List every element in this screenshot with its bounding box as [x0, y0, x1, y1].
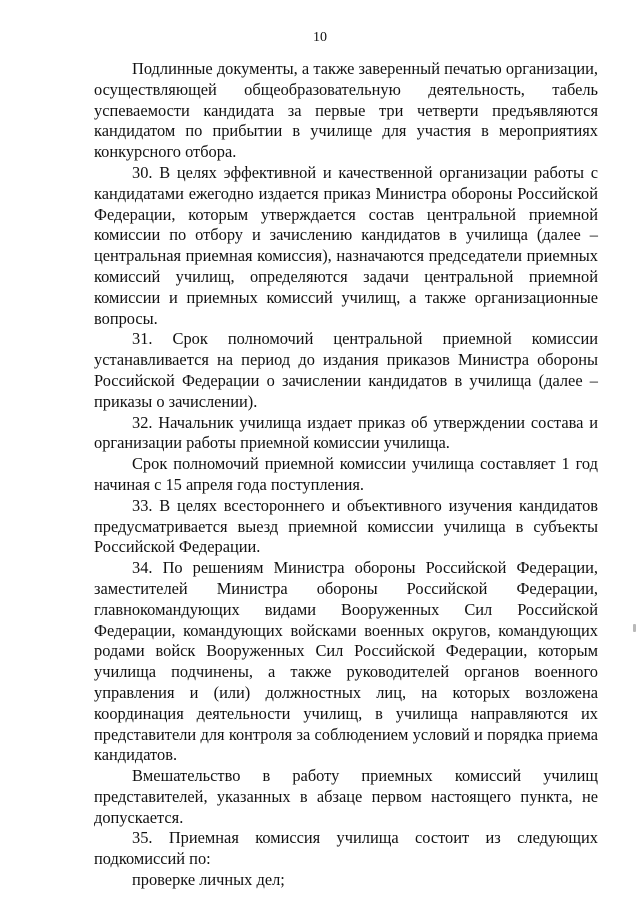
- scan-mark: [633, 624, 636, 632]
- page-number: 10: [313, 30, 327, 45]
- paragraph-32: 32. Начальник училища издает приказ об утверждении состава и организации работы приемной комиссии училища.: [94, 412, 598, 453]
- paragraph-33: 33. В целях всестороннего и объективного изучения кандидатов предусматривается выезд приемной комиссии училища в субъекты Российской Федерации.: [94, 495, 598, 557]
- list-item-personal-files: проверке личных дел;: [132, 870, 285, 890]
- paragraph-35: 35. Приемная комиссия училища состоит из следующих подкомиссий по:: [94, 828, 598, 869]
- paragraph-30: 30. В целях эффективной и качественной организации работы с кандидатами ежегодно издается приказ Министра обороны Российской Федерации, которым утверждается состав центральной приемной комиссии по отбору и зачислению кандидатов в училища (далее – центральная приемная комиссия), назначаются председатели приемных комиссий училищ, определяются задачи центральной приемной комиссии и приемных комиссий училищ, а также организационные вопросы.: [94, 162, 598, 328]
- paragraph-31: 31. Срок полномочий центральной приемной комиссии устанавливается на период до издания приказов Министра обороны Российской Федерации о зачислении кандидатов в училища (далее – приказы о зачислении).: [94, 329, 598, 411]
- paragraph-commission-term: Срок полномочий приемной комиссии училища составляет 1 год начиная с 15 апреля года поступления.: [94, 454, 598, 494]
- document-body: [94, 59, 598, 891]
- paragraph-34: 34. По решениям Министра обороны Российской Федерации, заместителей Министра обороны Российской Федерации, главнокомандующих видами Вооруженных Сил Российской Федерации, командующих войсками военных округов, командующих родами войск Вооруженных Сил Российской Федерации, которым училища подчинены, а также руководителей органов военного управления и (или) должностных лиц, на которых возложена координация деятельности училищ, в училища направляются их представители для контроля за соблюдением условий и порядка приема кандидатов.: [94, 558, 598, 765]
- paragraph-original-documents: Подлинные документы, а также заверенный печатью организации, осуществляющей общеобразовательную деятельность, табель успеваемости кандидата за первые три четверти предъявляются кандидатом по прибытии в училище для участия в мероприятиях конкурсного отбора.: [94, 59, 598, 162]
- paragraph-interference: Вмешательство в работу приемных комиссий училищ представителей, указанных в абзаце первом настоящего пункта, не допускается.: [94, 766, 598, 827]
